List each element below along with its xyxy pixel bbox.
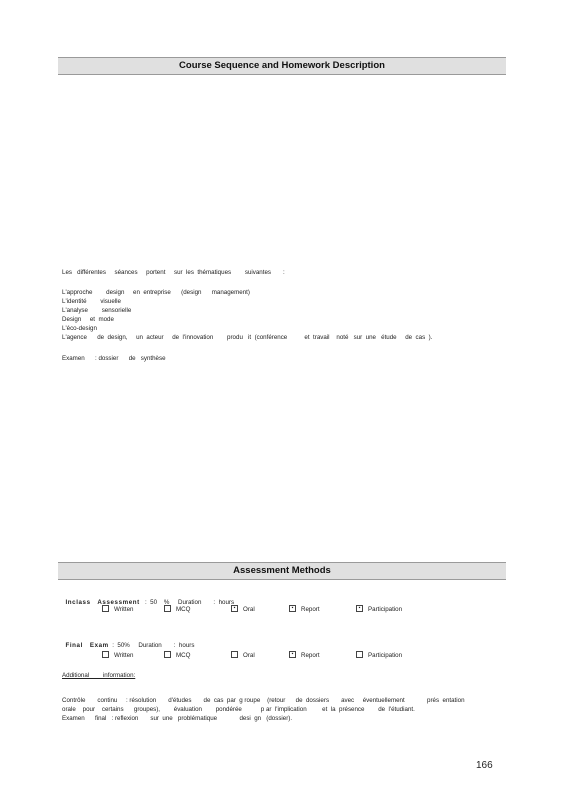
- option-label: Written: [114, 606, 134, 614]
- final-option-report[interactable]: [289, 652, 320, 660]
- final-row: [62, 634, 194, 650]
- checkbox-icon[interactable]: [356, 651, 363, 658]
- course-item: L'éco-design: [62, 325, 97, 332]
- option-label: Participation: [368, 606, 403, 614]
- option-label: Oral: [243, 606, 255, 614]
- additional-info-label: Additional information:: [62, 672, 136, 679]
- additional-info-line: orale pour certains groupes), évaluation pondérée p ar l'implication et la présence de l'étudiant.: [62, 706, 415, 713]
- checkbox-icon[interactable]: [231, 651, 238, 658]
- option-label: Report: [301, 652, 320, 660]
- final-option-written[interactable]: [102, 652, 133, 660]
- additional-info-line: Contrôle continu : résolution d'études de cas par g roupe (retour de dossiers avec éventuellement prés entation: [62, 697, 465, 704]
- checkbox-checked-icon[interactable]: ▪: [289, 651, 296, 658]
- page-number: 166: [476, 760, 493, 771]
- inclass-option-participation[interactable]: [356, 606, 402, 614]
- course-exam: Examen : dossier de synthèse: [62, 355, 166, 362]
- checkbox-icon[interactable]: [164, 651, 171, 658]
- inclass-label: Inclass Assessment: [65, 599, 140, 606]
- inclass-option-oral[interactable]: [231, 606, 255, 614]
- additional-info-line: Examen final : reflexion sur une problématique desi gn (dossier).: [62, 715, 293, 722]
- course-intro: Les différentes séances portent sur les thématiques suivantes :: [62, 269, 285, 276]
- inclass-option-mcq[interactable]: [164, 606, 190, 614]
- course-item: Design et mode: [62, 316, 114, 323]
- option-label: MCQ: [176, 606, 191, 614]
- final-option-participation[interactable]: [356, 652, 402, 660]
- option-label: Written: [114, 652, 134, 660]
- course-item: L'analyse sensorielle: [62, 307, 132, 314]
- option-label: Report: [301, 606, 320, 614]
- course-item: L'agence de design, un acteur de l'innovation produ it (conférence et travail noté sur une étude de cas ).: [62, 334, 433, 341]
- final-option-mcq[interactable]: [164, 652, 190, 660]
- course-item: L'approche design en entreprise (design management): [62, 289, 250, 296]
- checkbox-checked-icon[interactable]: ▪: [289, 605, 296, 612]
- inclass-option-written[interactable]: [102, 606, 133, 614]
- inclass-row: [62, 591, 234, 607]
- option-label: Participation: [368, 652, 403, 660]
- checkbox-checked-icon[interactable]: ▪: [356, 605, 363, 612]
- checkbox-icon[interactable]: [102, 651, 109, 658]
- checkbox-icon[interactable]: [164, 605, 171, 612]
- section-header-course: Course Sequence and Homework Description: [58, 57, 506, 75]
- course-item: L'identité visuelle: [62, 298, 121, 305]
- section-header-assessment: Assessment Methods: [58, 562, 506, 580]
- option-label: MCQ: [176, 652, 191, 660]
- final-label: Final Exam: [65, 642, 109, 649]
- final-detail: : 50% Duration : hours: [112, 642, 195, 649]
- inclass-option-report[interactable]: [289, 606, 320, 614]
- inclass-detail: : 50 % Duration : hours: [145, 599, 235, 606]
- option-label: Oral: [243, 652, 255, 660]
- checkbox-checked-icon[interactable]: ▪: [231, 605, 238, 612]
- checkbox-icon[interactable]: [102, 605, 109, 612]
- final-option-oral[interactable]: [231, 652, 255, 660]
